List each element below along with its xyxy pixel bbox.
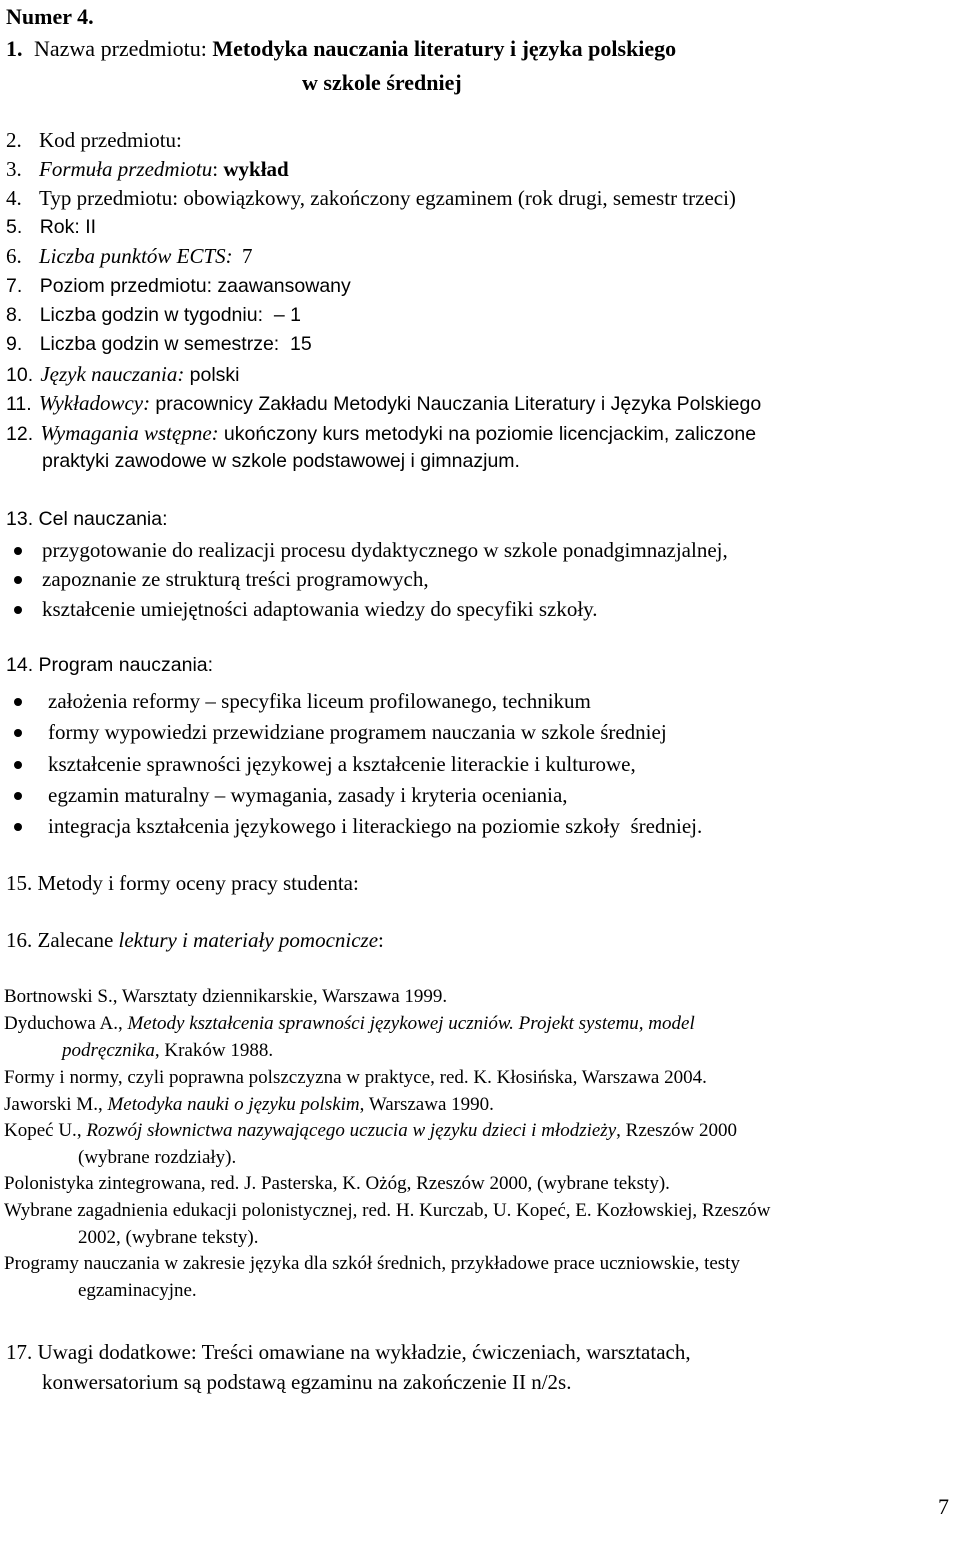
details: , Warsztaty dziennikarskie, Warszawa 1999. [112,986,448,1007]
item-number: 14. [6,654,34,676]
item-number: 16. [6,928,33,952]
item-2 [6,130,182,151]
literature-label: Zalecane [37,928,114,952]
prerequisites-value-cont: praktyki zawodowe w szkole podstawowej i gimnazjum. [42,450,520,472]
item-15 [6,873,359,894]
item-number: 13. [6,508,34,530]
author: Bortnowski S. [4,986,113,1007]
literature-item: Formy i normy, czyli poprawna polszczyzna w praktyce, red. K. Kłosińska, Warszawa 2004. [4,1067,707,1088]
literature-item-cont: 2002, (wybrane teksty). [78,1227,259,1248]
program-item: kształcenie sprawności językowej a kształcenie literackie i kulturowe, [48,752,636,776]
separator: , [117,1013,128,1034]
subject-name-value: Metodyka nauczania literatury i języka polskiego [212,36,677,61]
notes-value: Treści omawiane na wykładzie, ćwiczeniach, warsztatach, [201,1340,691,1364]
item-number: 9. [6,333,23,355]
goal-item: kształcenie umiejętności adaptowania wiedzy do specyfiki szkoły. [42,597,598,621]
ects-label: Liczba punktów ECTS: [39,244,233,268]
title: podręcznika [62,1040,155,1061]
ects-value: 7 [241,244,253,268]
lecturers-value: pracownicy Zakładu Metodyki Nauczania Literatury i Języka Polskiego [155,393,762,415]
bullet-icon [14,729,22,737]
details: , Rzeszów 2000 [616,1120,737,1141]
item-16 [6,930,384,951]
subject-formula-label: Formuła przedmiotu [39,157,213,181]
goal-item: przygotowanie do realizacji procesu dydaktycznego w szkole ponadgimnazjalnej, [42,538,728,562]
goal-item: zapoznanie ze strukturą treści programowych, [42,567,429,591]
program-item: formy wypowiedzi przewidziane programem nauczania w szkole średniej [48,720,667,744]
item-number: 12. [6,423,34,445]
separator: , [97,1094,108,1115]
item-number: 8. [6,304,23,326]
literature-item [4,1121,737,1140]
item-number: 2. [6,128,22,152]
literature-item-cont: (wybrane rozdziały). [78,1147,237,1168]
literature-item [4,1095,494,1114]
item-number: 10. [6,364,34,386]
prerequisites-label: Wymagania wstępne: [40,421,219,445]
author: Kopeć U. [4,1120,77,1141]
subject-formula-value: wykład [223,157,289,181]
language-label: Język nauczania: [40,362,185,386]
subject-level: Poziom przedmiotu: zaawansowany [39,275,351,297]
subject-type: Typ przedmiotu: obowiązkowy, zakończony egzaminem (rok drugi, semestr trzeci) [39,186,736,210]
item-14 [6,656,213,676]
item-3 [6,159,289,180]
item-1 [6,38,676,60]
author: Dyduchowa A. [4,1013,118,1034]
author: Jaworski M. [4,1094,98,1115]
program-item: założenia reformy – specyfika liceum profilowanego, technikum [48,689,591,713]
literature-item: Programy nauczania w zakresie języka dla szkół średnich, przykładowe prace uczniowskie, testy [4,1253,740,1274]
language-value: polski [189,364,240,386]
subject-name-label: Nazwa przedmiotu: [34,36,207,61]
literature-item-cont: egzaminacyjne. [78,1280,197,1301]
bullet-icon [14,761,22,769]
separator: : [212,157,219,181]
title: Metodyka nauki o języku polskim [107,1094,360,1115]
title: Metody kształcenia sprawności językowej uczniów. Projekt systemu, model [127,1013,695,1034]
item-number: 6. [6,244,22,268]
literature-item-cont [62,1041,273,1060]
separator: : [378,928,384,952]
bullet-icon [14,606,22,614]
item-number: 1. [6,36,23,61]
page-number: 7 [938,1494,949,1519]
program-item: egzamin maturalny – wymagania, zasady i kryteria oceniania, [48,783,568,807]
separator: , [76,1120,87,1141]
item-number: 5. [6,216,23,238]
item-13 [6,510,168,530]
item-number: 15. [6,871,33,895]
item-12 [6,423,756,445]
item-5 [6,218,96,238]
literature-label-italic: lektury i materiały pomocnicze [118,928,379,952]
item-number: 17. [6,1340,33,1364]
item-number: 7. [6,275,23,297]
literature-item [4,1014,695,1033]
title: Rozwój słownictwa nazywającego uczucia w języku dzieci i młodzieży [86,1120,617,1141]
program-label: Program nauczania: [38,654,214,676]
item-7 [6,277,351,297]
item-9 [6,335,312,355]
item-17 [6,1342,691,1363]
hours-per-week: Liczba godzin w tygodniu: – 1 [39,304,301,326]
notes-value-cont: konwersatorium są podstawą egzaminu na zakończenie II n/2s. [42,1370,572,1394]
subject-name-value-cont: w szkole średniej [302,70,462,95]
item-10 [6,364,240,386]
literature-item [4,987,447,1006]
item-6 [6,246,252,267]
bullet-icon [14,576,22,584]
literature-item: Polonistyka zintegrowana, red. J. Pasterska, K. Ożóg, Rzeszów 2000, (wybrane teksty). [4,1173,670,1194]
details: , Kraków 1988. [154,1040,274,1061]
item-8 [6,306,301,326]
assessment-label: Metody i formy oceny pracy studenta: [37,871,359,895]
goals-label: Cel nauczania: [38,508,168,530]
item-number: 4. [6,186,22,210]
bullet-icon [14,698,22,706]
hours-per-semester: Liczba godzin w semestrze: 15 [39,333,312,355]
item-number: 11. [6,393,32,415]
program-item: integracja kształcenia językowego i literackiego na poziomie szkoły średniej. [48,814,703,838]
literature-item: Wybrane zagadnienia edukacji polonistycznej, red. H. Kurczab, U. Kopeć, E. Kozłowskiej, Rzeszów [4,1200,771,1221]
bullet-icon [14,792,22,800]
item-number: 3. [6,157,22,181]
item-11 [6,393,761,415]
bullet-icon [14,823,22,831]
page-title: Numer 4. [6,4,94,29]
bullet-icon [14,547,22,555]
prerequisites-value: ukończony kurs metodyki na poziomie licencjackim, zaliczone [223,423,757,445]
details: , Warszawa 1990. [359,1094,494,1115]
subject-code-label: Kod przedmiotu: [39,128,182,152]
item-4 [6,188,736,209]
lecturers-label: Wykładowcy: [38,391,151,415]
notes-label: Uwagi dodatkowe: [37,1340,197,1364]
year: Rok: II [39,216,97,238]
